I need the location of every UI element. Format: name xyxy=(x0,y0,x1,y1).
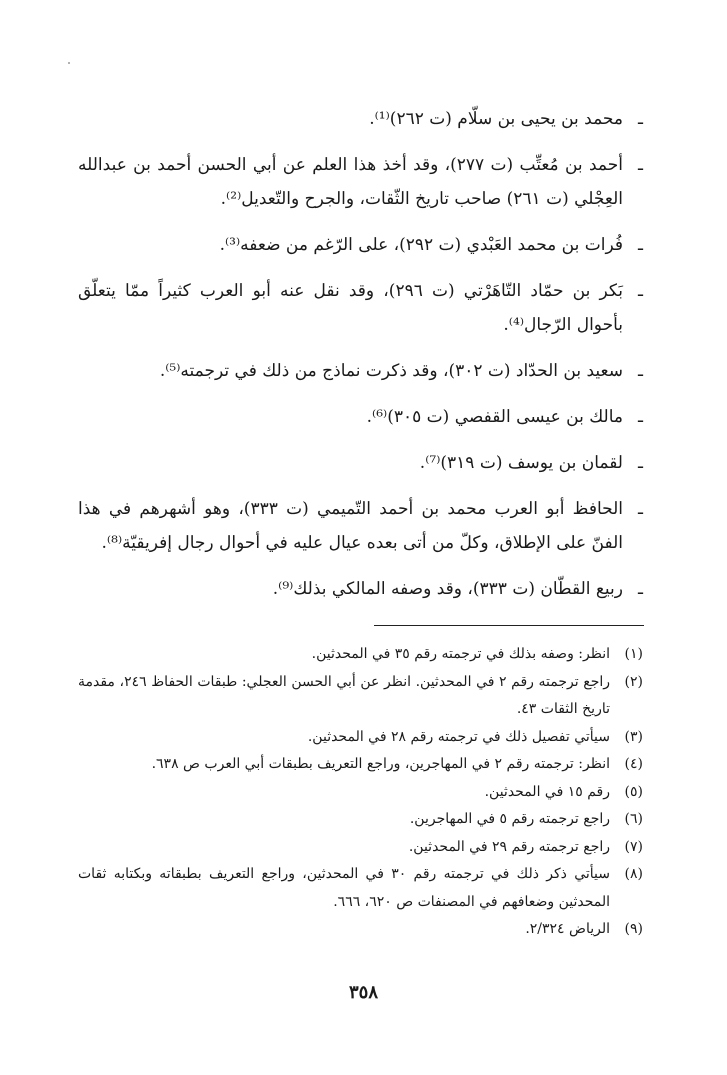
entry-text: محمد بن يحيى بن سلّام (ت ٢٦٢)⁽¹⁾. xyxy=(369,109,623,129)
footnote xyxy=(78,779,643,807)
footnote xyxy=(78,669,643,724)
footnote-number: (٤) xyxy=(624,756,643,772)
footnote-number: (١) xyxy=(624,646,643,662)
narrator-entry xyxy=(78,102,643,136)
stray-mark xyxy=(68,62,70,64)
list-dash: ـ xyxy=(638,361,643,381)
narrator-entry xyxy=(78,446,643,480)
footnote-number: (٩) xyxy=(624,921,643,937)
footnote-number: (٢) xyxy=(624,673,643,690)
footnote xyxy=(78,724,643,752)
entry-text: سعيد بن الحدّاد (ت ٣٠٢)، وقد ذكرت نماذج من ذلك في ترجمته⁽⁵⁾. xyxy=(159,361,623,381)
footnote-text: رقم ١٥ في المحدثين. xyxy=(484,783,610,800)
list-dash: ـ xyxy=(638,155,643,175)
narrator-entry xyxy=(78,400,643,434)
entry-text: الحافظ أبو العرب محمد بن أحمد التّميمي (ت ٣٣٣)، وهو أشهرهم في هذا الفنّ على الإطلاق، وكلّ من أتى بعده عيال عليه في أحوال رجال إفريقيّة⁽⁸⁾. xyxy=(78,499,624,553)
entry-text: فُرات بن محمد العَبْدي (ت ٢٩٢)، على الرّغم من ضعفه⁽³⁾. xyxy=(219,235,623,255)
footnotes xyxy=(78,641,643,944)
narrator-entry xyxy=(78,492,643,560)
list-dash: ـ xyxy=(638,453,643,473)
footnote-separator xyxy=(374,625,644,626)
narrator-entry xyxy=(78,148,643,216)
narrator-list xyxy=(78,102,643,606)
list-dash: ـ xyxy=(638,235,643,255)
footnote-number: (٦) xyxy=(624,811,643,827)
list-dash: ـ xyxy=(638,109,643,129)
page-number: ٣٥٨ xyxy=(348,982,378,1003)
footnote xyxy=(78,806,643,834)
footnote-number: (٨) xyxy=(624,866,643,882)
narrator-entry xyxy=(78,354,643,388)
entry-text: مالك بن عيسى القفصي (ت ٣٠٥)⁽⁶⁾. xyxy=(366,407,623,427)
footnote-text: راجع ترجمته رقم ٥ في المهاجرين. xyxy=(409,811,610,827)
list-dash: ـ xyxy=(638,407,643,427)
footnote-text: الرياض ٢/٣٢٤. xyxy=(525,921,610,937)
narrator-entry xyxy=(78,274,643,342)
footnote-number: (٧) xyxy=(624,838,643,855)
footnote xyxy=(78,834,643,862)
entry-text: أحمد بن مُعتِّب (ت ٢٧٧)، وقد أخذ هذا العلم عن أبي الحسن أحمد بن عبدالله العِجْلي (ت ٢٦١) صاحب تاريخ الثّقات، والجرح والتّعديل⁽²⁾. xyxy=(78,155,623,209)
footnote-number: (٣) xyxy=(624,728,643,745)
list-dash: ـ xyxy=(638,281,643,301)
footnote-text: راجع ترجمته رقم ٢٩ في المحدثين. xyxy=(408,838,610,855)
footnote xyxy=(78,916,643,944)
footnote-text: انظر: ترجمته رقم ٢ في المهاجرين، وراجع التعريف بطبقات أبي العرب ص ٦٣٨. xyxy=(151,756,610,772)
entry-text: لقمان بن يوسف (ت ٣١٩)⁽⁷⁾. xyxy=(419,453,623,473)
footnote-text: راجع ترجمته رقم ٢ في المحدثين. انظر عن أبي الحسن العجلي: طبقات الحفاظ ٢٤٦، مقدمة تاريخ الثقات ٤٣. xyxy=(78,673,610,717)
footnote xyxy=(78,861,643,916)
list-dash: ـ xyxy=(638,579,643,599)
footnote-text: انظر: وصفه بذلك في ترجمته رقم ٣٥ في المحدثين. xyxy=(311,646,610,662)
entry-text: ربيع القطّان (ت ٣٣٣)، وقد وصفه المالكي بذلك⁽⁹⁾. xyxy=(272,579,623,599)
footnote-number: (٥) xyxy=(624,783,643,800)
footnote-text: سيأتي تفصيل ذلك في ترجمته رقم ٢٨ في المحدثين. xyxy=(307,728,610,745)
footnote-text: سيأتي ذكر ذلك في ترجمته رقم ٣٠ في المحدثين، وراجع التعريف بطبقاته وبكتابه ثقات المحدثين وضعافهم في المصنفات ص ٦٢٠، ٦٦٦. xyxy=(78,866,610,910)
footnote xyxy=(78,751,643,779)
entry-text: بَكر بن حمّاد التّاهَرْتي (ت ٢٩٦)، وقد نقل عنه أبو العرب كثيراً ممّا يتعلّق بأحوال الرّجال⁽⁴⁾. xyxy=(78,281,624,335)
narrator-entry xyxy=(78,228,643,262)
narrator-entry xyxy=(78,572,643,606)
list-dash: ـ xyxy=(638,499,643,519)
footnote xyxy=(78,641,643,669)
